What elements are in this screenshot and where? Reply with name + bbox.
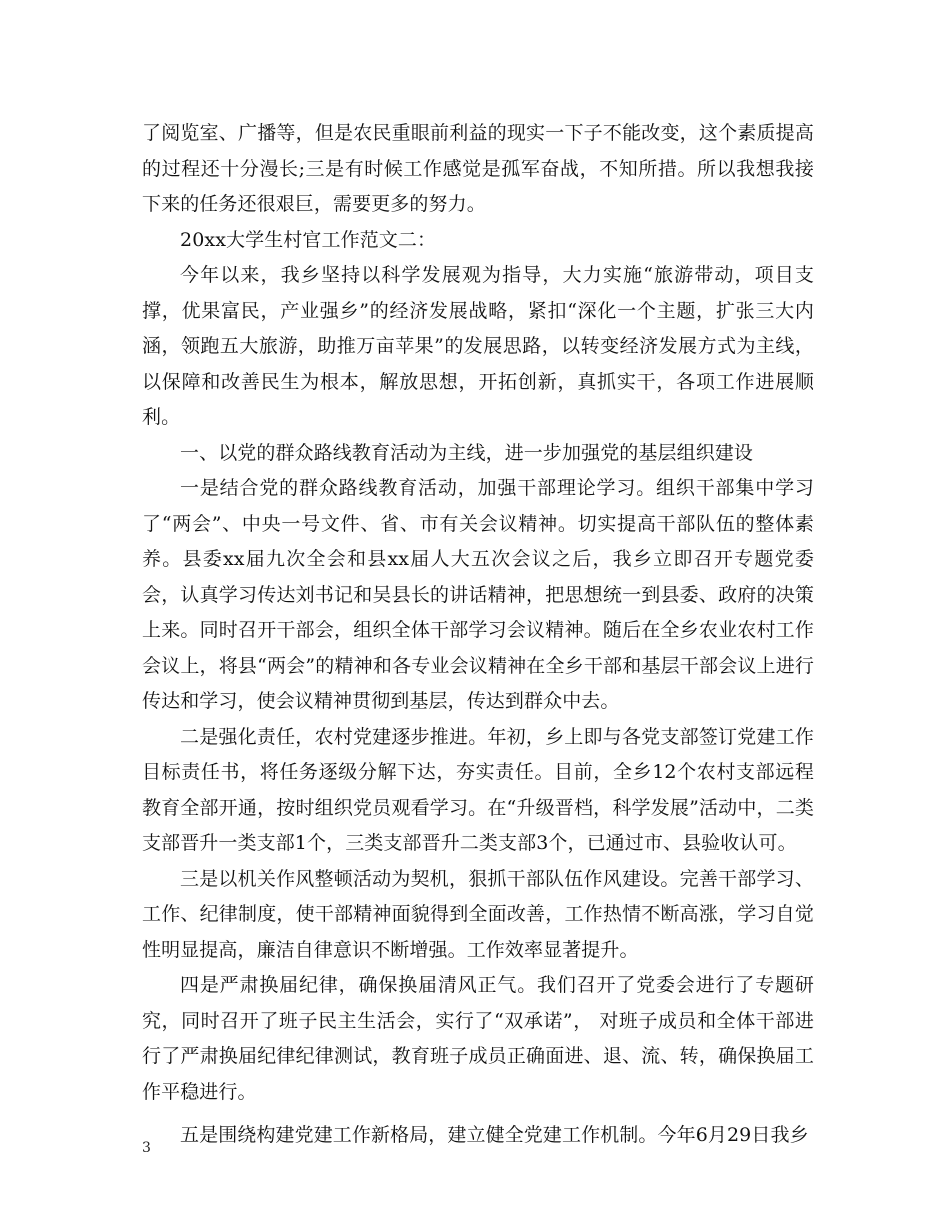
paragraph-point-five: 五是围绕构建党建工作新格局，建立健全党建工作机制。今年6月29日我乡 xyxy=(180,1124,809,1146)
paragraph-section-title: 20xx大学生村官工作范文二： xyxy=(180,228,437,251)
paragraph-heading-one: 一、以党的群众路线教育活动为主线，进一步加强党的基层组织建设 xyxy=(180,441,754,464)
paragraph-point-two: 二是强化责任，农村党建逐步推进。年初，乡上即与各党支部签订党建工作目标责任书，将任务逐级分解下达，夯实责任。目前，全乡12个农村支部远程教育全部开通，按时组织党员观看学习。在“升级晋档，科学发展”活动中，二类支部晋升一类支部1个，三类支部晋升二类支部3个，已通过市、县验收认可。 xyxy=(142,725,814,854)
paragraph-point-three: 三是以机关作风整顿活动为契机，狠抓干部队伍作风建设。完善干部学习、工作、纪律制度，使干部精神面貌得到全面改善，工作热情不断高涨，学习自觉性明显提高，廉洁自律意识不断增强。工作效率显著提升。 xyxy=(142,867,814,961)
page-number: 3 xyxy=(142,1140,151,1156)
paragraph-intro: 今年以来，我乡坚持以科学发展观为指导，大力实施“旅游带动，项目支撑，优果富民，产业强乡”的经济发展战略，紧扣“深化一个主题，扩张三大内涵，领跑五大旅游，助推万亩苹果”的发展思路，以转变经济发展方式为主线，以保障和改善民生为根本，解放思想，开拓创新，真抓实干，各项工作进展顺利。 xyxy=(142,264,814,428)
paragraph-continuation: 了阅览室、广播等，但是农民重眼前利益的现实一下子不能改变，这个素质提高的过程还十分漫长;三是有时候工作感觉是孤军奋战，不知所措。所以我想我接下来的任务还很艰巨，需要更多的努力。 xyxy=(142,122,814,215)
paragraph-point-four: 四是严肃换届纪律，确保换届清风正气。我们召开了党委会进行了专题研究，同时召开了班子民主生活会，实行了“双承诺”， 对班子成员和全体干部进行了严肃换届纪律纪律测试，教育班子成员正确面进、退、流、转，确保换届工作平稳进行。 xyxy=(142,974,814,1103)
document-body xyxy=(142,116,814,1154)
paragraph-point-one: 一是结合党的群众路线教育活动，加强干部理论学习。组织干部集中学习了“两会”、中央一号文件、省、市有关会议精神。切实提高干部队伍的整体素养。县委xx届九次全会和县xx届人大五次会议之后，我乡立即召开专题党委会，认真学习传达刘书记和吴县长的讲话精神，把思想统一到县委、政府的决策上来。同时召开干部会，组织全体干部学习会议精神。随后在全乡农业农村工作会议上，将县“两会”的精神和各专业会议精神在全乡干部和基层干部会议上进行传达和学习，使会议精神贯彻到基层，传达到群众中去。 xyxy=(142,477,814,712)
